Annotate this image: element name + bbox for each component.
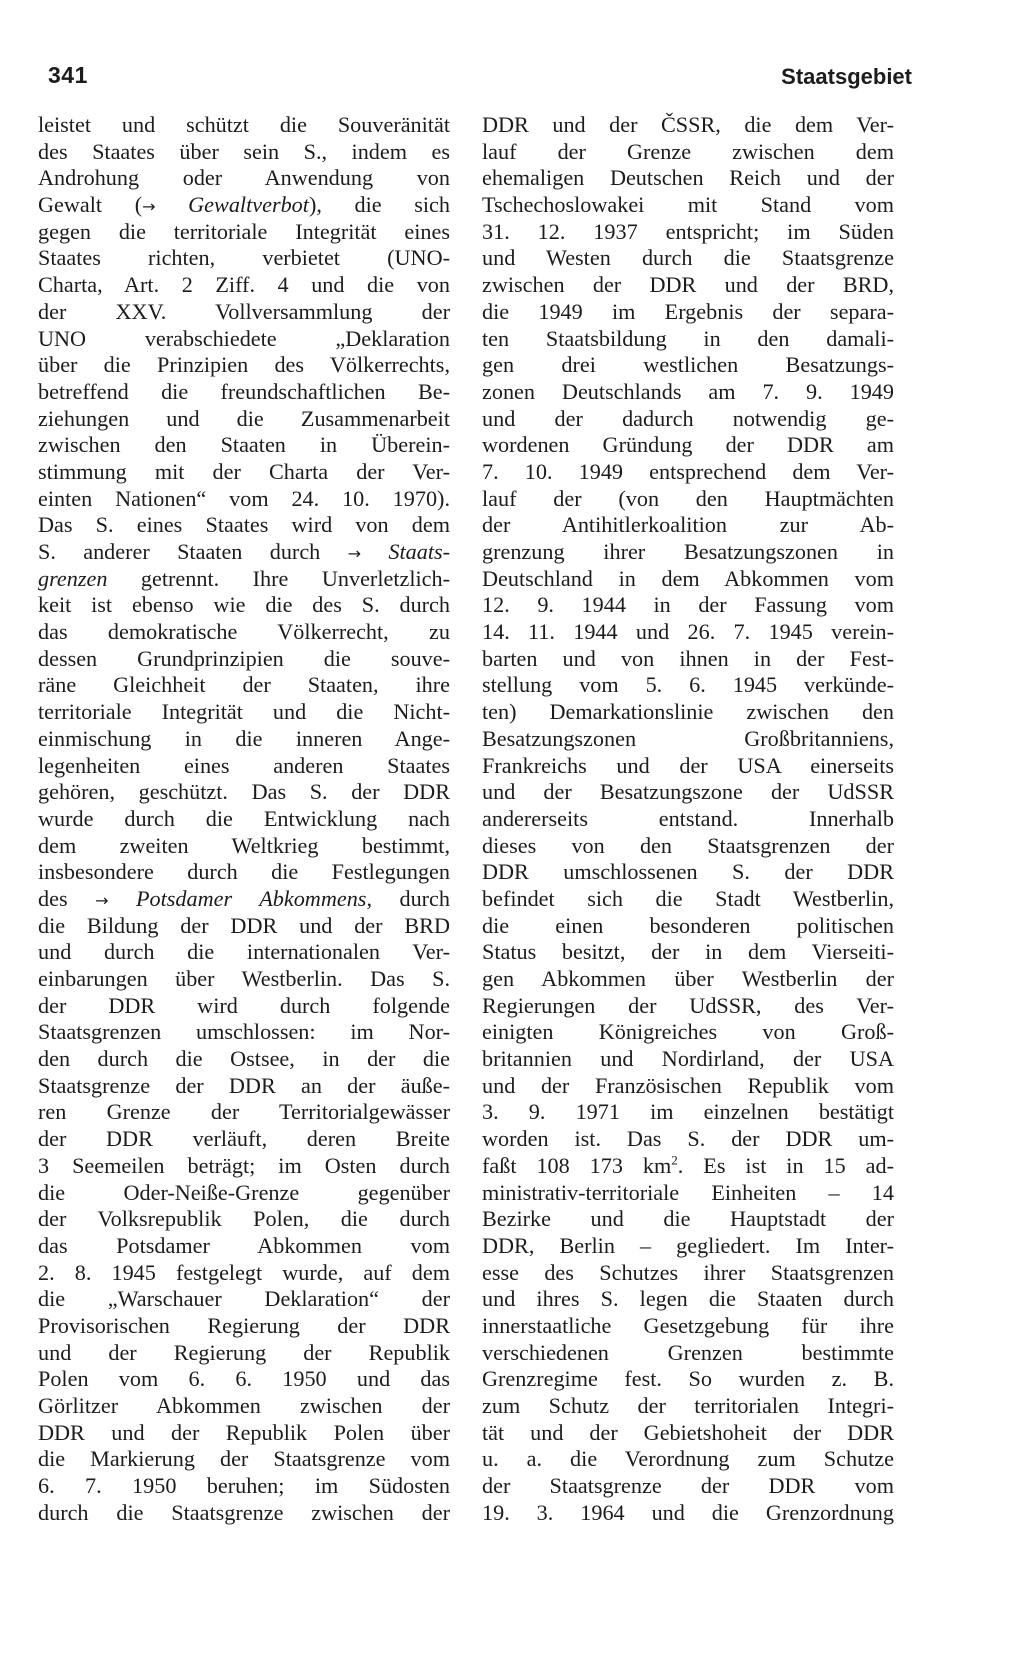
text-line xyxy=(38,1500,450,1527)
cross-reference-term: grenzen xyxy=(38,565,108,591)
text-line xyxy=(482,539,894,566)
superscript: 2 xyxy=(671,1152,678,1168)
text-segment: ten Staatsbildung in den damali- xyxy=(482,325,894,351)
text-line xyxy=(38,352,450,379)
text-line xyxy=(38,939,450,966)
cross-reference-term: Gewaltverbot xyxy=(188,192,309,218)
text-segment: 19. 3. 1964 und die Grenzordnung xyxy=(482,1499,894,1525)
text-segment: Tschechoslowakei mit Stand vom xyxy=(482,192,894,218)
text-line xyxy=(38,566,450,593)
text-line xyxy=(482,939,894,966)
text-line xyxy=(482,326,894,353)
text-line xyxy=(482,699,894,726)
text-segment: zwischen den Staaten in Überein- xyxy=(38,432,450,458)
text-line xyxy=(38,192,450,219)
text-segment: den durch die Ostsee, in der die xyxy=(38,1046,450,1072)
text-line xyxy=(482,859,894,886)
text-line xyxy=(38,1420,450,1447)
text-segment: DDR und der Republik Polen über xyxy=(38,1419,450,1445)
text-line xyxy=(38,726,450,753)
text-segment: faßt 108 173 km xyxy=(482,1152,672,1178)
text-line xyxy=(482,299,894,326)
text-line xyxy=(38,539,450,566)
text-line xyxy=(38,326,450,353)
text-line xyxy=(482,1046,894,1073)
text-line xyxy=(38,165,450,192)
text-segment: lauf der (von den Hauptmächten xyxy=(482,485,894,511)
text-segment: verschiedenen Grenzen bestimmte xyxy=(482,1339,894,1365)
text-segment: tät und der Gebietshoheit der DDR xyxy=(482,1419,894,1445)
text-segment: Frankreichs und der USA einerseits xyxy=(482,752,894,778)
text-segment: Staatsgrenzen umschlossen: im Nor- xyxy=(38,1019,450,1045)
text-segment: britannien und Nordirland, der USA xyxy=(482,1046,894,1072)
text-segment: Androhung oder Anwendung von xyxy=(38,165,450,191)
text-line xyxy=(482,1446,894,1473)
text-line xyxy=(38,592,450,619)
text-line xyxy=(482,592,894,619)
text-segment: gegen die territoriale Integrität eines xyxy=(38,218,450,244)
text-line xyxy=(482,993,894,1020)
text-segment: getrennt. Ihre Unverletzlich- xyxy=(107,565,450,591)
text-segment: gen Abkommen über Westberlin der xyxy=(482,966,894,991)
text-segment: leistet und schützt die Souveränität xyxy=(38,112,450,137)
text-segment: stellung vom 5. 6. 1945 verkünde- xyxy=(482,672,894,698)
text-line xyxy=(38,886,450,913)
text-segment: zonen Deutschlands am 7. 9. 1949 xyxy=(482,378,894,404)
text-segment: keit ist ebenso wie die des S. durch xyxy=(38,592,450,618)
text-line xyxy=(482,1099,894,1126)
text-segment: , durch xyxy=(366,885,450,911)
text-segment: esse des Schutzes ihrer Staatsgrenzen xyxy=(482,1259,894,1285)
text-segment: territoriale Integrität und die Nicht- xyxy=(38,699,450,725)
text-line xyxy=(38,432,450,459)
text-line xyxy=(482,432,894,459)
text-segment: DDR umschlossenen S. der DDR xyxy=(482,859,894,885)
text-segment: Regierungen der UdSSR, des Ver- xyxy=(482,992,894,1018)
text-segment: durch die Staatsgrenze zwischen der xyxy=(38,1499,450,1525)
text-line xyxy=(482,112,894,139)
text-line xyxy=(482,619,894,646)
text-segment: DDR, Berlin – gegliedert. Im Inter- xyxy=(482,1232,894,1258)
text-segment: und der Französischen Republik vom xyxy=(482,1072,894,1098)
text-segment: und ihres S. legen die Staaten durch xyxy=(482,1286,894,1312)
text-segment: worden ist. Das S. der DDR um- xyxy=(482,1126,894,1152)
text-segment: die Oder-Neiße-Grenze gegenüber xyxy=(38,1179,450,1205)
text-segment: die 1949 im Ergebnis der separa- xyxy=(482,298,894,324)
text-segment: DDR und der ČSSR, die dem Ver- xyxy=(482,112,894,137)
text-segment: UNO verabschiedete „Deklaration xyxy=(38,325,450,351)
text-segment: Charta, Art. 2 Ziff. 4 und die von xyxy=(38,272,450,298)
text-segment: räne Gleichheit der Staaten, ihre xyxy=(38,672,450,698)
text-line xyxy=(482,1019,894,1046)
text-line xyxy=(38,219,450,246)
text-line xyxy=(482,726,894,753)
text-segment: Bezirke und die Hauptstadt der xyxy=(482,1206,894,1232)
text-segment: ren Grenze der Territorialgewässer xyxy=(38,1099,450,1125)
text-segment: ten) Demarkationslinie zwischen den xyxy=(482,699,894,725)
cross-reference-arrow-icon: → xyxy=(95,890,109,910)
text-line xyxy=(482,352,894,379)
text-line xyxy=(38,1153,450,1180)
text-line xyxy=(38,1180,450,1207)
text-segment: dessen Grundprinzipien die souve- xyxy=(38,645,450,671)
text-segment: der Volksrepublik Polen, die durch xyxy=(38,1206,450,1232)
text-segment: betreffend die freundschaftlichen Be- xyxy=(38,378,450,404)
text-line xyxy=(38,646,450,673)
text-line xyxy=(482,833,894,860)
text-line xyxy=(38,1286,450,1313)
text-line xyxy=(38,1206,450,1233)
text-line xyxy=(38,1126,450,1153)
text-segment xyxy=(361,539,388,564)
text-line xyxy=(38,1340,450,1367)
text-segment xyxy=(108,886,136,911)
cross-reference-term: Potsdamer Abkommens xyxy=(135,885,367,911)
text-line xyxy=(482,1313,894,1340)
text-line xyxy=(482,1366,894,1393)
text-line xyxy=(38,1019,450,1046)
text-line xyxy=(482,646,894,673)
text-segment: einten Nationen“ vom 24. 10. 1970). xyxy=(38,485,450,511)
text-line xyxy=(482,1153,894,1180)
text-line xyxy=(482,512,894,539)
text-line xyxy=(38,779,450,806)
text-segment: ehemaligen Deutschen Reich und der xyxy=(482,165,894,191)
text-segment: ziehungen und die Zusammenarbeit xyxy=(38,405,450,431)
text-line xyxy=(38,833,450,860)
text-line xyxy=(482,1233,894,1260)
text-line xyxy=(482,753,894,780)
text-line xyxy=(38,272,450,299)
text-line xyxy=(482,139,894,166)
text-segment: 3. 9. 1971 im einzelnen bestätigt xyxy=(482,1099,894,1125)
text-line xyxy=(38,1233,450,1260)
text-segment: zum Schutz der territorialen Integri- xyxy=(482,1393,894,1418)
text-segment: 12. 9. 1944 in der Fassung vom xyxy=(482,592,894,618)
text-line xyxy=(482,1340,894,1367)
text-segment: Status besitzt, der in dem Vierseiti- xyxy=(482,939,894,965)
text-segment: die Markierung der Staatsgrenze vom xyxy=(38,1446,450,1472)
text-line xyxy=(38,112,450,139)
text-segment: Görlitzer Abkommen zwischen der xyxy=(38,1393,450,1418)
cross-reference-term: Staats- xyxy=(388,539,451,564)
text-segment: Das S. eines Staates wird von dem xyxy=(38,512,450,538)
text-line xyxy=(482,245,894,272)
text-segment: und der dadurch notwendig ge- xyxy=(482,405,894,431)
text-line xyxy=(482,672,894,699)
text-segment: gen drei westlichen Besatzungs- xyxy=(482,352,894,378)
text-segment: dieses von den Staatsgrenzen der xyxy=(482,832,894,858)
page-number: 341 xyxy=(48,62,88,88)
text-segment: das demokratische Völkerrecht, zu xyxy=(38,619,450,645)
text-segment: befindet sich die Stadt Westberlin, xyxy=(482,885,894,911)
text-segment: Staates richten, verbietet (UNO- xyxy=(38,245,450,271)
text-segment: S. anderer Staaten durch xyxy=(38,539,348,564)
text-segment: der Antihitlerkoalition zur Ab- xyxy=(482,512,894,538)
text-segment: insbesondere durch die Festlegungen xyxy=(38,859,450,885)
text-column-left xyxy=(38,112,450,1526)
text-line xyxy=(482,1500,894,1527)
text-segment: des xyxy=(38,885,96,911)
text-line xyxy=(38,1366,450,1393)
text-segment: 2. 8. 1945 festgelegt wurde, auf dem xyxy=(38,1259,450,1285)
text-segment: der DDR wird durch folgende xyxy=(38,992,450,1018)
text-segment: der Staatsgrenze der DDR vom xyxy=(482,1473,894,1499)
text-segment: und der Regierung der Republik xyxy=(38,1339,450,1365)
text-line xyxy=(482,1393,894,1420)
text-segment: ), die sich xyxy=(308,192,450,218)
text-segment: u. a. die Verordnung zum Schutze xyxy=(482,1446,894,1472)
text-line xyxy=(38,406,450,433)
text-segment: Provisorischen Regierung der DDR xyxy=(38,1312,450,1338)
text-segment: Deutschland in dem Abkommen vom xyxy=(482,565,894,591)
text-segment: stimmung mit der Charta der Ver- xyxy=(38,458,450,484)
text-line xyxy=(482,379,894,406)
text-line xyxy=(38,699,450,726)
text-segment: Polen vom 6. 6. 1950 und das xyxy=(38,1366,450,1392)
text-line xyxy=(482,1286,894,1313)
text-segment: einbarungen über Westberlin. Das S. xyxy=(38,966,450,991)
text-segment: . Es ist in 15 ad- xyxy=(677,1152,894,1178)
text-segment: 14. 11. 1944 und 26. 7. 1945 verein- xyxy=(482,619,894,645)
text-segment: barten und von ihnen in der Fest- xyxy=(482,645,894,671)
text-segment: wurde durch die Entwicklung nach xyxy=(38,805,450,831)
text-segment: Grenzregime fest. So wurden z. B. xyxy=(482,1366,894,1392)
text-line xyxy=(482,192,894,219)
text-line xyxy=(482,1420,894,1447)
text-line xyxy=(482,1260,894,1287)
text-line xyxy=(482,886,894,913)
text-line xyxy=(38,459,450,486)
text-line xyxy=(38,753,450,780)
text-line xyxy=(38,1473,450,1500)
text-line xyxy=(482,1073,894,1100)
text-line xyxy=(482,1206,894,1233)
text-segment: dem zweiten Weltkrieg bestimmt, xyxy=(38,832,450,858)
text-line xyxy=(38,1313,450,1340)
text-line xyxy=(38,245,450,272)
text-line xyxy=(38,619,450,646)
text-line xyxy=(38,1099,450,1126)
text-segment: die „Warschauer Deklaration“ der xyxy=(38,1286,450,1312)
text-line xyxy=(482,913,894,940)
text-segment: lauf der Grenze zwischen dem xyxy=(482,138,894,164)
text-segment: ministrativ-territoriale Einheiten – 14 xyxy=(482,1179,894,1205)
text-segment: 7. 10. 1949 entsprechend dem Ver- xyxy=(482,458,894,484)
text-column-right xyxy=(482,112,894,1526)
text-segment: und Westen durch die Staatsgrenze xyxy=(482,245,894,271)
text-line xyxy=(482,566,894,593)
text-line xyxy=(482,486,894,513)
text-line xyxy=(38,806,450,833)
text-segment: 6. 7. 1950 beruhen; im Südosten xyxy=(38,1473,450,1499)
text-segment: andererseits entstand. Innerhalb xyxy=(482,805,894,831)
text-line xyxy=(482,406,894,433)
text-segment: Gewalt ( xyxy=(38,192,143,218)
text-segment: grenzung ihrer Besatzungszonen in xyxy=(482,539,894,564)
text-segment: und durch die internationalen Ver- xyxy=(38,939,450,965)
text-segment: einmischung in die inneren Ange- xyxy=(38,725,450,751)
text-segment: einigten Königreiches von Groß- xyxy=(482,1019,894,1045)
text-line xyxy=(482,219,894,246)
text-line xyxy=(38,859,450,886)
text-segment: wordenen Gründung der DDR am xyxy=(482,432,894,458)
text-segment: gehören, geschützt. Das S. der DDR xyxy=(38,779,450,805)
text-line xyxy=(38,379,450,406)
text-segment: der XXV. Vollversammlung der xyxy=(38,298,450,324)
text-segment: des Staates über sein S., indem es xyxy=(38,138,450,164)
text-line xyxy=(482,1126,894,1153)
text-line xyxy=(38,512,450,539)
text-segment: zwischen der DDR und der BRD, xyxy=(482,272,894,298)
text-line xyxy=(38,993,450,1020)
text-line xyxy=(482,806,894,833)
text-line xyxy=(38,966,450,993)
text-segment: Staatsgrenze der DDR an der äuße- xyxy=(38,1072,450,1098)
text-line xyxy=(38,672,450,699)
text-line xyxy=(38,486,450,513)
text-line xyxy=(38,913,450,940)
text-line xyxy=(38,139,450,166)
text-segment: die einen besonderen politischen xyxy=(482,912,894,938)
text-line xyxy=(482,966,894,993)
text-line xyxy=(38,1393,450,1420)
text-segment: 31. 12. 1937 entspricht; im Süden xyxy=(482,218,894,244)
text-line xyxy=(482,165,894,192)
text-segment: der DDR verläuft, deren Breite xyxy=(38,1126,450,1152)
cross-reference-arrow-icon: → xyxy=(347,544,362,563)
text-segment: Besatzungszonen Großbritanniens, xyxy=(482,725,894,751)
text-line xyxy=(482,1180,894,1207)
text-segment: und der Besatzungszone der UdSSR xyxy=(482,779,894,805)
text-line xyxy=(38,299,450,326)
text-line xyxy=(38,1260,450,1287)
text-line xyxy=(482,272,894,299)
text-segment: innerstaatliche Gesetzgebung für ihre xyxy=(482,1312,894,1338)
text-segment: 3 Seemeilen beträgt; im Osten durch xyxy=(38,1152,450,1178)
text-segment: über die Prinzipien des Völkerrechts, xyxy=(38,352,450,378)
cross-reference-arrow-icon: → xyxy=(142,197,156,217)
text-line xyxy=(482,779,894,806)
text-line xyxy=(482,1473,894,1500)
text-segment: die Bildung der DDR und der BRD xyxy=(38,912,450,938)
section-title: Staatsgebiet xyxy=(781,64,912,89)
text-segment: das Potsdamer Abkommen vom xyxy=(38,1232,450,1258)
text-line xyxy=(482,459,894,486)
text-segment: legenheiten eines anderen Staates xyxy=(38,752,450,778)
text-line xyxy=(38,1446,450,1473)
text-line xyxy=(38,1073,450,1100)
text-segment xyxy=(156,192,189,217)
text-line xyxy=(38,1046,450,1073)
